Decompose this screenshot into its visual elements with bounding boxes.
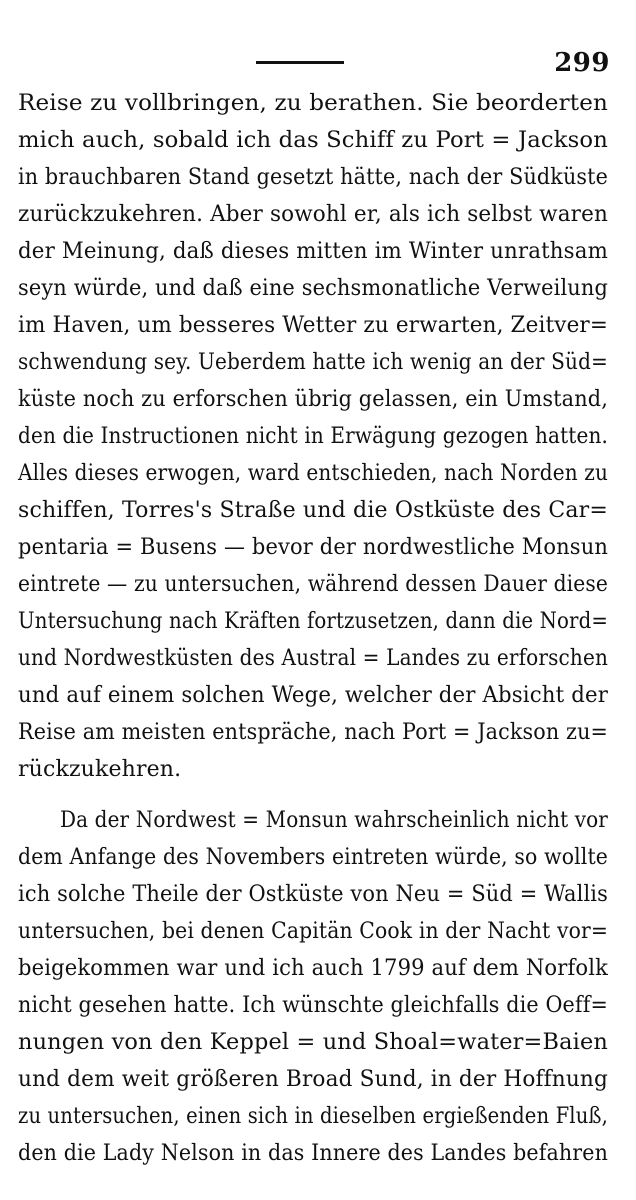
header-rule (256, 61, 344, 64)
text-line: schwendung sey. Ueberdem hatte ich wenig an der Süd= (18, 350, 608, 375)
text-line: und Nordwestküsten des Austral = Landes zu erforschen (18, 646, 608, 671)
text-line: beigekommen war und ich auch 1799 auf dem Norfolk (18, 956, 608, 981)
text-line: nungen von den Keppel = und Shoal=water=Baien (18, 1030, 608, 1055)
text-line: in brauchbaren Stand gesetzt hätte, nach der Südküste (18, 165, 608, 190)
text-line: dem Anfange des Novembers eintreten würde, so wollte (18, 845, 608, 870)
text-line: der Meinung, daß dieses mitten im Winter unrathsam (18, 239, 608, 264)
text-line: Da der Nordwest = Monsun wahrscheinlich nicht vor (60, 808, 608, 833)
text-line: und dem weit größeren Broad Sund, in der Hoffnung (18, 1067, 608, 1092)
text-line: im Haven, um besseres Wetter zu erwarten, Zeitver= (18, 313, 608, 338)
text-line: rückzukehren. (18, 757, 182, 782)
text-line: Untersuchung nach Kräften fortzusetzen, dann die Nord= (18, 609, 608, 634)
text-line: den die Instructionen nicht in Erwägung gezogen hatten. (18, 424, 608, 449)
text-line: zu untersuchen, einen sich in dieselben ergießenden Fluß, (18, 1104, 608, 1129)
text-line: und auf einem solchen Wege, welcher der Absicht der (18, 683, 608, 708)
text-line: Reise am meisten entspräche, nach Port = Jackson zu= (18, 720, 608, 745)
text-line: eintrete — zu untersuchen, während dessen Dauer diese (18, 572, 608, 597)
text-line: untersuchen, bei denen Capitän Cook in der Nacht vor= (18, 919, 608, 944)
text-line: nicht gesehen hatte. Ich wünschte gleichfalls die Oeff= (18, 993, 608, 1018)
text-line: ich solche Theile der Ostküste von Neu = Süd = Wallis (18, 882, 608, 907)
text-line: pentaria = Busens — bevor der nordwestliche Monsun (18, 535, 608, 560)
text-line: Alles dieses erwogen, ward entschieden, nach Norden zu (18, 461, 608, 486)
text-line: den die Lady Nelson in das Innere des Landes befahren (18, 1141, 608, 1166)
text-line: küste noch zu erforschen übrig gelassen, ein Umstand, (18, 387, 608, 412)
page-number: 299 (554, 48, 610, 78)
text-line: zurückzukehren. Aber sowohl er, als ich selbst waren (18, 202, 608, 227)
text-line: schiffen, Torres's Straße und die Ostküste des Car= (18, 498, 608, 523)
text-line: seyn würde, und daß eine sechsmonatliche Verweilung (18, 276, 608, 301)
text-line: Reise zu vollbringen, zu berathen. Sie beorderten (18, 91, 608, 116)
text-line: mich auch, sobald ich das Schiff zu Port = Jackson (18, 128, 608, 153)
